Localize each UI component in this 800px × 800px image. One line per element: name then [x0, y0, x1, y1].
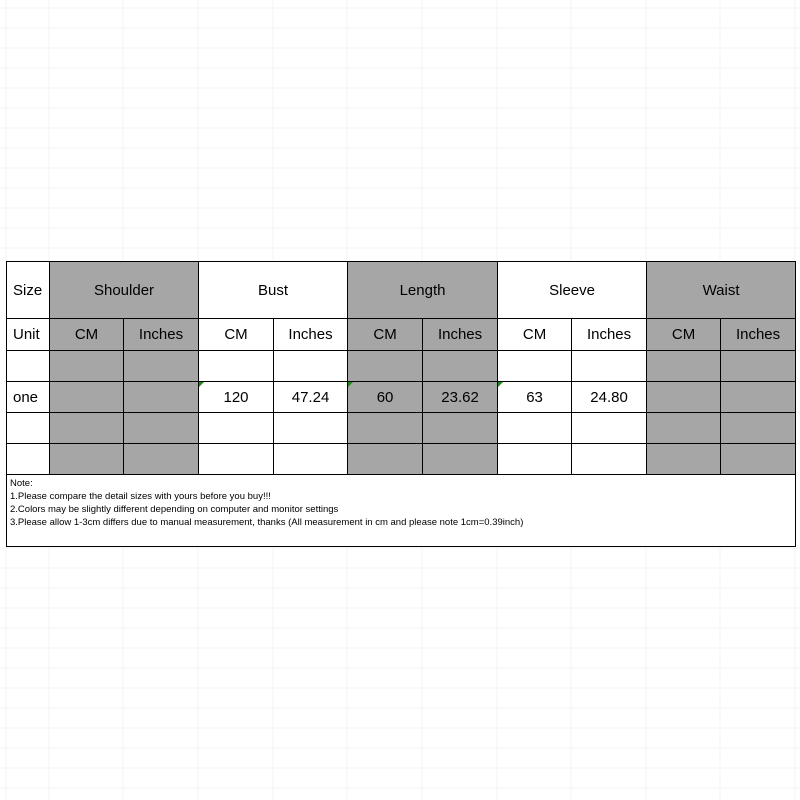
note-line: 1.Please compare the detail sizes with yours before you buy!!! [10, 491, 271, 502]
row-label-cell [7, 444, 50, 475]
data-cell [124, 413, 199, 444]
notes-row [7, 475, 796, 547]
data-cell [647, 382, 721, 413]
cell-note-marker-icon [199, 382, 204, 387]
data-cell [348, 382, 423, 413]
unit-cell: CM [498, 319, 572, 351]
data-cell [423, 444, 498, 475]
unit-cell: Inches [124, 319, 199, 351]
header-sleeve: Sleeve [498, 262, 647, 319]
data-cell [572, 413, 647, 444]
size-chart-table [6, 261, 796, 547]
unit-row [7, 319, 796, 351]
data-cell [124, 444, 199, 475]
unit-cell: Inches [423, 319, 498, 351]
data-cell: 23.62 [423, 382, 498, 413]
data-cell [647, 444, 721, 475]
data-cell [348, 413, 423, 444]
data-cell [124, 382, 199, 413]
data-cell [348, 351, 423, 382]
data-cell [498, 444, 572, 475]
cell-value: 120 [223, 388, 249, 406]
unit-cell: Inches [721, 319, 796, 351]
note-line: 3.Please allow 1-3cm differs due to manual measurement, thanks (All measurement in cm and please note 1cm=0.39inch) [10, 517, 524, 528]
data-cell [721, 351, 796, 382]
note-line: 2.Colors may be slightly different depending on computer and monitor settings [10, 504, 339, 515]
notes-title: Note: [10, 478, 33, 489]
data-cell [721, 444, 796, 475]
data-cell: 24.80 [572, 382, 647, 413]
unit-cell: CM [647, 319, 721, 351]
unit-cell: Inches [274, 319, 348, 351]
data-cell [721, 413, 796, 444]
data-cell [50, 382, 124, 413]
header-row [7, 262, 796, 319]
data-cell [199, 413, 274, 444]
header-length: Length [348, 262, 498, 319]
data-cell [124, 351, 199, 382]
data-cell [423, 351, 498, 382]
row-label-cell [7, 413, 50, 444]
cell-note-marker-icon [498, 382, 503, 387]
data-cell [50, 444, 124, 475]
data-cell [498, 351, 572, 382]
data-cell [572, 444, 647, 475]
unit-label-cell: Unit [7, 319, 50, 351]
header-shoulder: Shoulder [50, 262, 199, 319]
data-cell [274, 444, 348, 475]
cell-note-marker-icon [348, 382, 353, 387]
data-cell [498, 413, 572, 444]
row-label-cell [7, 351, 50, 382]
data-cell [199, 351, 274, 382]
data-cell [647, 351, 721, 382]
unit-cell: Inches [572, 319, 647, 351]
unit-cell: CM [50, 319, 124, 351]
table-row [7, 351, 796, 382]
row-label-cell: one [7, 382, 50, 413]
header-waist: Waist [647, 262, 796, 319]
unit-cell: CM [348, 319, 423, 351]
table-row [7, 382, 796, 413]
size-header-cell: Size [7, 262, 50, 319]
data-cell [50, 413, 124, 444]
cell-value: 60 [376, 388, 394, 406]
header-bust: Bust [199, 262, 348, 319]
notes-cell [7, 475, 796, 547]
data-cell [274, 351, 348, 382]
data-cell [348, 444, 423, 475]
data-cell [572, 351, 647, 382]
data-cell [199, 444, 274, 475]
data-cell: 47.24 [274, 382, 348, 413]
data-cell [50, 351, 124, 382]
data-cell [721, 382, 796, 413]
data-cell [498, 382, 572, 413]
table-row [7, 444, 796, 475]
table-row [7, 413, 796, 444]
data-cell [199, 382, 274, 413]
data-cell [647, 413, 721, 444]
data-cell [423, 413, 498, 444]
cell-value: 63 [526, 388, 543, 406]
unit-cell: CM [199, 319, 274, 351]
data-cell [274, 413, 348, 444]
